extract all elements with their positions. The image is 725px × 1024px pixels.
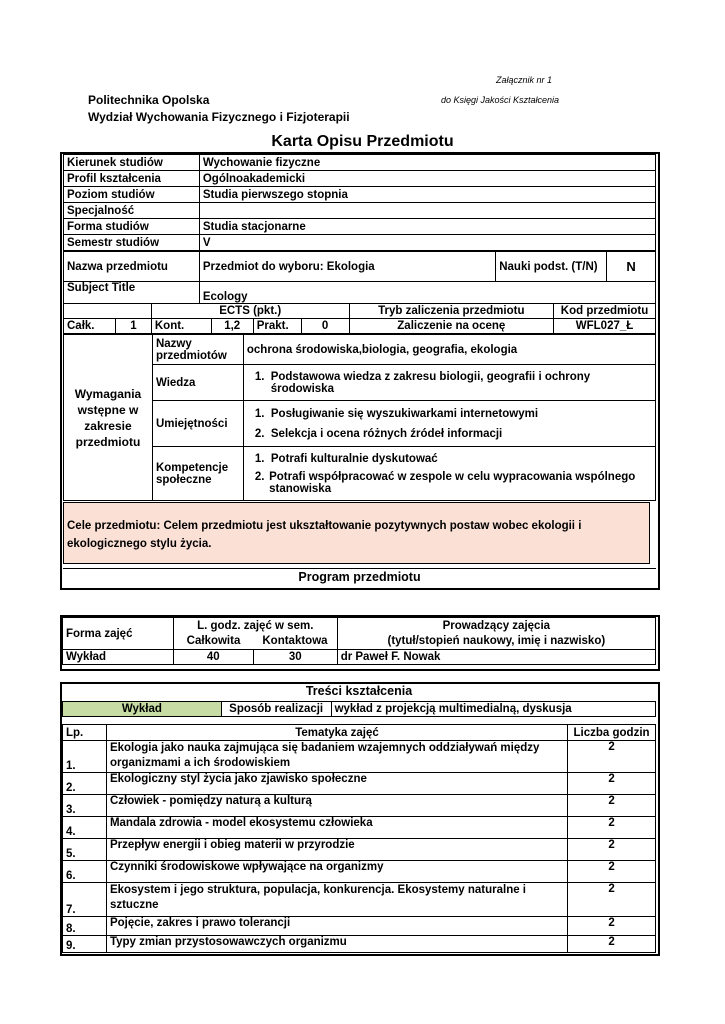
row-hours: 2 bbox=[568, 917, 656, 936]
table-row bbox=[63, 917, 656, 936]
list-number: 2. bbox=[254, 427, 265, 440]
ects-total-label: Całk. bbox=[64, 319, 116, 334]
list-item: Potrafi kulturalnie dyskutować bbox=[270, 452, 438, 465]
social-competence-label: Kompetencje społeczne bbox=[152, 447, 243, 501]
row-hours: 2 bbox=[568, 741, 656, 773]
prior-subjects-value: ochrona środowiska,biologia, geografia, ekologia bbox=[243, 335, 655, 365]
info-value: Studia pierwszego stopnia bbox=[199, 187, 655, 203]
method-value: wykład z projekcją multimedialną, dyskusja bbox=[331, 702, 655, 717]
row-topic: Człowiek - pomiędzy naturą a kulturą bbox=[106, 795, 567, 817]
list-item: Potrafi współpracować w zespole w celu wypracowania wspólnego stanowiska bbox=[269, 470, 636, 495]
info-label: Specjalność bbox=[64, 203, 200, 219]
row-topic: Typy zmian przystosowawczych organizmu bbox=[106, 936, 567, 953]
list-item: Posługiwanie się wyszukiwarkami internetowymi bbox=[270, 407, 539, 420]
knowledge-label: Wiedza bbox=[152, 365, 243, 401]
row-hours: 2 bbox=[568, 936, 656, 953]
table-row bbox=[63, 936, 656, 953]
ects-prakt-value: 0 bbox=[301, 319, 349, 334]
science-value: N bbox=[607, 252, 656, 282]
mode-value: Zaliczenie na ocenę bbox=[349, 319, 554, 334]
row-hours: 2 bbox=[568, 773, 656, 795]
topics-header: Tematyka zajęć bbox=[106, 725, 567, 741]
row-number: 2. bbox=[63, 773, 107, 795]
lecture-type: Wykład bbox=[63, 702, 222, 717]
teacher-sub-label: (tytuł/stopień naukowy, imię i nazwisko) bbox=[337, 634, 655, 650]
info-label: Kierunek studiów bbox=[64, 155, 200, 171]
table-row bbox=[63, 839, 656, 861]
info-value: Studia stacjonarne bbox=[199, 219, 655, 235]
row-number: 6. bbox=[63, 861, 107, 883]
row-number: 5. bbox=[63, 839, 107, 861]
social-competence-list bbox=[243, 447, 655, 501]
teacher-value: dr Paweł F. Nowak bbox=[337, 650, 655, 665]
row-number: 9. bbox=[63, 936, 107, 953]
skills-label: Umiejętności bbox=[152, 401, 243, 447]
faculty-name: Wydział Wychowania Fizycznego i Fizjoterapii bbox=[88, 110, 350, 124]
row-number: 8. bbox=[63, 917, 107, 936]
row-number: 4. bbox=[63, 817, 107, 839]
row-hours: 2 bbox=[568, 839, 656, 861]
row-number: 1. bbox=[63, 741, 107, 773]
ects-kont-label: Kont. bbox=[151, 319, 211, 334]
subject-name-label: Nazwa przedmiotu bbox=[64, 252, 200, 282]
topics-table bbox=[62, 724, 656, 953]
requirements-label: Wymagania wstępne w zakresie przedmiotu bbox=[64, 335, 153, 501]
ects-table bbox=[63, 303, 656, 334]
info-label: Semestr studiów bbox=[64, 235, 200, 251]
row-topic: Ekologia jako nauka zajmująca się badaniem wzajemnych oddziaływań między organizmami a ich środowiskiem bbox=[106, 741, 567, 773]
row-hours: 2 bbox=[568, 883, 656, 917]
program-title: Program przedmiotu bbox=[63, 568, 656, 585]
info-value bbox=[199, 203, 655, 219]
form-value: Wykład bbox=[63, 650, 174, 665]
info-value: Wychowanie fizyczne bbox=[199, 155, 655, 171]
lp-header: Lp. bbox=[63, 725, 107, 741]
subject-name-value: Przedmiot do wyboru: Ekologia bbox=[199, 252, 495, 282]
skills-list bbox=[243, 401, 655, 447]
hours-total-label: Całkowita bbox=[173, 634, 253, 650]
attachment-note: Załącznik nr 1 bbox=[496, 75, 553, 85]
info-table bbox=[63, 154, 656, 251]
ects-kont-value: 1,2 bbox=[211, 319, 253, 334]
knowledge-list bbox=[243, 365, 655, 401]
content-title: Treści kształcenia bbox=[305, 684, 413, 698]
table-row bbox=[63, 741, 656, 773]
list-number: 2. bbox=[254, 470, 265, 483]
hours-contact-value: 30 bbox=[253, 650, 337, 665]
list-number: 1. bbox=[254, 370, 265, 383]
content-method-table bbox=[62, 701, 656, 717]
mode-label: Tryb zaliczenia przedmiotu bbox=[349, 304, 554, 319]
row-hours: 2 bbox=[568, 795, 656, 817]
info-label: Profil kształcenia bbox=[64, 171, 200, 187]
table-row bbox=[63, 795, 656, 817]
info-label: Poziom studiów bbox=[64, 187, 200, 203]
row-number: 7. bbox=[63, 883, 107, 917]
list-item: Podstawowa wiedza z zakresu biologii, geografii i ochrony środowiska bbox=[270, 370, 591, 395]
method-label: Sposób realizacji bbox=[221, 702, 331, 717]
row-topic: Mandala zdrowia - model ekosystemu człowieka bbox=[106, 817, 567, 839]
info-value: V bbox=[199, 235, 655, 251]
row-topic: Przepływ energii i obieg materii w przyrodzie bbox=[106, 839, 567, 861]
prior-subjects-label: Nazwy przedmiotów bbox=[152, 335, 243, 365]
teacher-label: Prowadzący zajęcia bbox=[337, 618, 655, 634]
table-row bbox=[63, 817, 656, 839]
course-goals: Cele przedmiotu: Celem przedmiotu jest ukształtowanie pozytywnych postaw wobec ekologii i ekologicznego stylu życia. bbox=[63, 502, 650, 564]
subject-table bbox=[63, 251, 656, 304]
table-row bbox=[63, 861, 656, 883]
row-topic: Ekologiczny styl życia jako zjawisko społeczne bbox=[106, 773, 567, 795]
row-hours: 2 bbox=[568, 861, 656, 883]
row-hours: 2 bbox=[568, 817, 656, 839]
subject-title-label: Subject Title bbox=[64, 282, 200, 304]
code-value: WFL027_Ł bbox=[554, 319, 656, 334]
form-label: Forma zajęć bbox=[63, 618, 174, 650]
ects-label: ECTS (pkt.) bbox=[151, 304, 349, 319]
row-topic: Pojęcie, zakres i prawo tolerancji bbox=[106, 917, 567, 936]
page-title: Karta Opisu Przedmiotu bbox=[271, 133, 454, 150]
row-topic: Czynniki środowiskowe wpływające na organizmy bbox=[106, 861, 567, 883]
row-topic: Ekosystem i jego struktura, populacja, konkurencja. Ekosystemy naturalne i sztuczne bbox=[106, 883, 567, 917]
list-number: 1. bbox=[254, 407, 265, 420]
hours-total-value: 40 bbox=[173, 650, 253, 665]
university-name: Politechnika Opolska bbox=[88, 93, 210, 107]
subject-title-value: Ecology bbox=[199, 282, 655, 304]
science-label: Nauki podst. (T/N) bbox=[496, 252, 607, 282]
info-value: Ogólnoakademicki bbox=[199, 171, 655, 187]
row-number: 3. bbox=[63, 795, 107, 817]
list-number: 1. bbox=[254, 452, 265, 465]
table-row bbox=[63, 883, 656, 917]
ects-prakt-label: Prakt. bbox=[253, 319, 301, 334]
requirements-table bbox=[63, 334, 656, 501]
hours-header: Liczba godzin bbox=[568, 725, 656, 741]
info-label: Forma studiów bbox=[64, 219, 200, 235]
hours-contact-label: Kontaktowa bbox=[253, 634, 337, 650]
hours-label: L. godz. zajęć w sem. bbox=[173, 618, 337, 634]
hours-table bbox=[62, 617, 656, 665]
ects-total-value: 1 bbox=[115, 319, 151, 334]
list-item: Selekcja i ocena różnych źródeł informacji bbox=[270, 427, 503, 440]
code-label: Kod przedmiotu bbox=[554, 304, 656, 319]
table-row bbox=[63, 773, 656, 795]
book-reference: do Księgi Jakości Kształcenia bbox=[441, 95, 560, 105]
